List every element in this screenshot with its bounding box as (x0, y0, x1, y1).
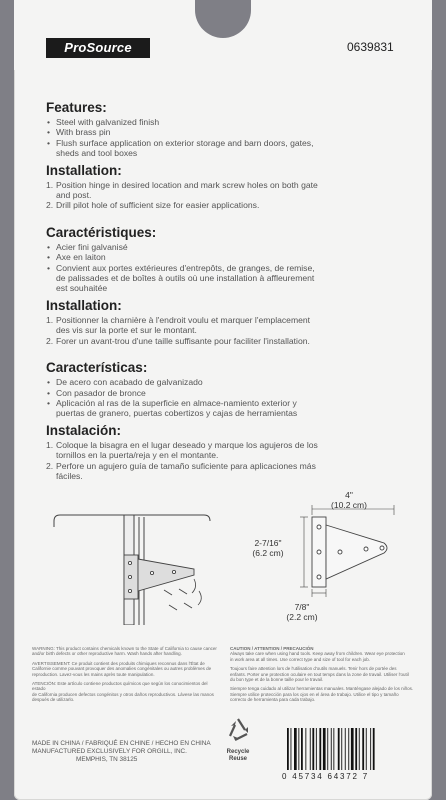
recycle-badge (216, 716, 260, 763)
list-item-continuation: puertas de granero, puertas cobertizos y cajas de herramientas (56, 408, 298, 419)
barcode-bar (327, 728, 328, 770)
step-text: des vis sur la porte et sur le montant. (56, 325, 197, 336)
list-item: • Con pasador de bronce (46, 388, 406, 398)
sku-number: 0639831 (347, 40, 394, 54)
product-card (14, 0, 432, 800)
list-item (46, 461, 406, 471)
leaf-cm: (2.2 cm) (286, 612, 318, 622)
hinge-installed-icon (124, 555, 194, 599)
warning-line: AVERTISSEMENT: Ce produit contient des produits chimiques reconnus dans l'État de (32, 660, 205, 666)
step-number: 2. (46, 460, 54, 471)
height-dimension (240, 538, 296, 558)
step-text: Drill pilot hole of sufficient size for easier applications. (56, 200, 260, 211)
chemical-warning (32, 646, 222, 703)
barcode-bar (351, 728, 354, 770)
origin-line: MANUFACTURED EXCLUSIVELY FOR ORGILL, INC. (32, 748, 187, 755)
barcode-bar (348, 728, 349, 770)
height-cm: (6.2 cm) (252, 548, 284, 558)
barcode-bar (294, 728, 297, 770)
features-title-fr: Caractéristiques: (46, 224, 157, 240)
caution-line: Siempre utilice protección para los ojos en el área de trabajo. Utilice el tipo y tamaño (230, 691, 399, 697)
list-item: • Axe en laiton (46, 252, 406, 262)
barcode-bar (305, 728, 306, 770)
features-title-en: Features: (46, 100, 107, 115)
recycle-icon (223, 716, 253, 744)
step-text: Position hinge in desired location and mark screw holes on both gate (56, 179, 318, 190)
barcode-bar (366, 728, 367, 770)
warning-line: Californie comme pouvant provoquer des anomalies congénitales ou autres problèmes de (32, 666, 212, 672)
barcode-bar (362, 728, 364, 770)
step-text: and post. (56, 190, 92, 201)
barcode-bar (310, 728, 311, 770)
list-item (46, 471, 406, 481)
barcode-bar (373, 728, 375, 770)
tool-caution (230, 646, 420, 703)
barcode-bar (345, 728, 346, 770)
barcode-bar (333, 728, 334, 770)
warning-line: ATENCIÓN: Este artículo contiene productos químicos que según los conocimientos del estado (32, 681, 208, 692)
list-item (46, 148, 406, 158)
warning-line: WARNING: This product contains chemicals known to the State of California to cause cancer (32, 646, 217, 651)
caution-line: Toujours faire attention lors de l'utilisation d'outils manuels. Tenir hors de portée des (230, 666, 397, 672)
barcode-bar (316, 728, 317, 770)
list-item (46, 440, 406, 450)
barcode-bar (301, 728, 303, 770)
barcode-bar (331, 728, 332, 770)
leaf-dimension (272, 602, 332, 622)
caution-line: in work area at all times. Use correct type and size of tool for each job. (230, 656, 371, 662)
step-number: 1. (46, 179, 54, 190)
list-item (46, 200, 406, 210)
width-inches: 4" (345, 490, 353, 500)
barcode-bar (341, 728, 342, 770)
caution-line: du bon type et de la bonne taille pour le travail. (230, 677, 324, 683)
list-item: • Convient aux portes extérieures d'entrepôts, de granges, de remise, (46, 263, 406, 273)
features-title-es: Características: (46, 360, 148, 376)
warning-line: reproduction. Lavez-vous les mains après toute manipulation. (32, 671, 155, 677)
features-list-es (46, 377, 406, 419)
origin-text (32, 740, 222, 764)
list-item: • Steel with galvanized finish (46, 117, 406, 127)
list-item (46, 336, 406, 346)
warning-line: de California producen defectos congénitos y otros daños reproductivos. Lávese las manos (32, 691, 214, 697)
step-text: Positionner la charnière à l'endroit voulu et marquer l'emplacement (56, 314, 311, 325)
list-item (46, 315, 406, 325)
list-item-continuation: est souhaitée (56, 283, 108, 294)
caution-line: enfants. Porter une protection oculaire en tout temps dans la zone de travail. Utiliser l'outil (230, 671, 409, 677)
list-item (46, 450, 406, 460)
caution-line: Siempre tenga cuidado al utilizar herramientas manuales. Manténgase alejado de los niños. (230, 686, 414, 692)
caution-line: correcto de herramienta para cada trabajo. (230, 697, 316, 703)
step-text: Forer un avant-trou d'une taille suffisante pour faciliter l'installation. (56, 335, 310, 346)
origin-line: MADE IN CHINA / FABRIQUÉ EN CHINE / HECHO EN CHINA (32, 740, 211, 747)
leaf-inches: 7/8" (294, 602, 310, 612)
step-number: 1. (46, 439, 54, 450)
features-list-en (46, 117, 406, 159)
install-list-en (46, 180, 406, 211)
barcode-bar (312, 728, 314, 770)
install-title-fr: Installation: (46, 297, 122, 313)
screws-icon (164, 589, 192, 610)
barcode-bar (298, 728, 299, 770)
recycle-label: Recycle (226, 749, 250, 755)
barcode-bar (355, 728, 357, 770)
install-title-en: Installation: (46, 162, 122, 178)
height-inches: 2-7/16" (254, 538, 282, 548)
list-item-continuation: de palissades et de boîtes à outils où une installation à affleurement (56, 273, 315, 284)
hinge-dimension-drawing (312, 517, 387, 587)
origin-line: MEMPHIS, TN 38125 (76, 756, 138, 763)
barcode (285, 728, 385, 772)
install-list-fr (46, 315, 406, 346)
list-item (46, 325, 406, 335)
list-item (46, 180, 406, 190)
install-list-es (46, 440, 406, 482)
barcode-bar (287, 728, 289, 770)
brand-logo: ProSource (46, 38, 150, 58)
step-number: 2. (46, 335, 54, 346)
list-item (46, 408, 406, 418)
step-number: 1. (46, 314, 54, 325)
step-text: Perfore un agujero guía de tamaño suficiente para aplicaciones más (56, 460, 316, 471)
step-number: 2. (46, 200, 54, 211)
instructions (46, 100, 406, 485)
barcode-bar (370, 728, 371, 770)
reuse-label: Reuse (228, 756, 247, 762)
list-item: • Aplicación al ras de la superficie en almace-namiento exterior y (46, 398, 406, 408)
width-cm: (10.2 cm) (331, 500, 367, 510)
barcode-bar (359, 728, 360, 770)
installation-diagram (44, 495, 404, 625)
caution-line: CAUTION / ATTENTION / PRECAUCIÓN (230, 646, 314, 651)
barcode-bar (338, 728, 340, 770)
list-item: • Acier fini galvanisé (46, 242, 406, 252)
width-dimension (314, 490, 384, 510)
list-item: • De acero con acabado de galvanizado (46, 377, 406, 387)
list-item-continuation: sheds and tool boxes (56, 148, 138, 159)
list-item (46, 283, 406, 293)
step-text: tornillos en la puerta/reja y en el montante. (56, 450, 219, 461)
list-item (46, 273, 406, 283)
install-title-es: Instalación: (46, 422, 122, 438)
step-text: fáciles. (56, 470, 83, 481)
warning-line: después de utilizarlo. (32, 697, 75, 703)
features-list-fr (46, 242, 406, 294)
list-item: • Flush surface application on exterior storage and barn doors, gates, (46, 138, 406, 148)
barcode-digits: 0 45734 64372 7 (282, 772, 370, 781)
list-item: • With brass pin (46, 127, 406, 137)
barcode-bar (291, 728, 292, 770)
list-item (46, 190, 406, 200)
warning-line: and/or birth defects or other reproductive harm. Wash hands after handling. (32, 651, 182, 657)
barcode-bar (323, 728, 326, 770)
arrows-icon (192, 579, 201, 605)
caution-line: Always take care when using hand tools. Keep away from children. Wear eye protection (230, 651, 405, 657)
barcode-bar (319, 728, 321, 770)
step-text: Coloque la bisagra en el lugar deseado y marque los agujeros de los (56, 439, 318, 450)
